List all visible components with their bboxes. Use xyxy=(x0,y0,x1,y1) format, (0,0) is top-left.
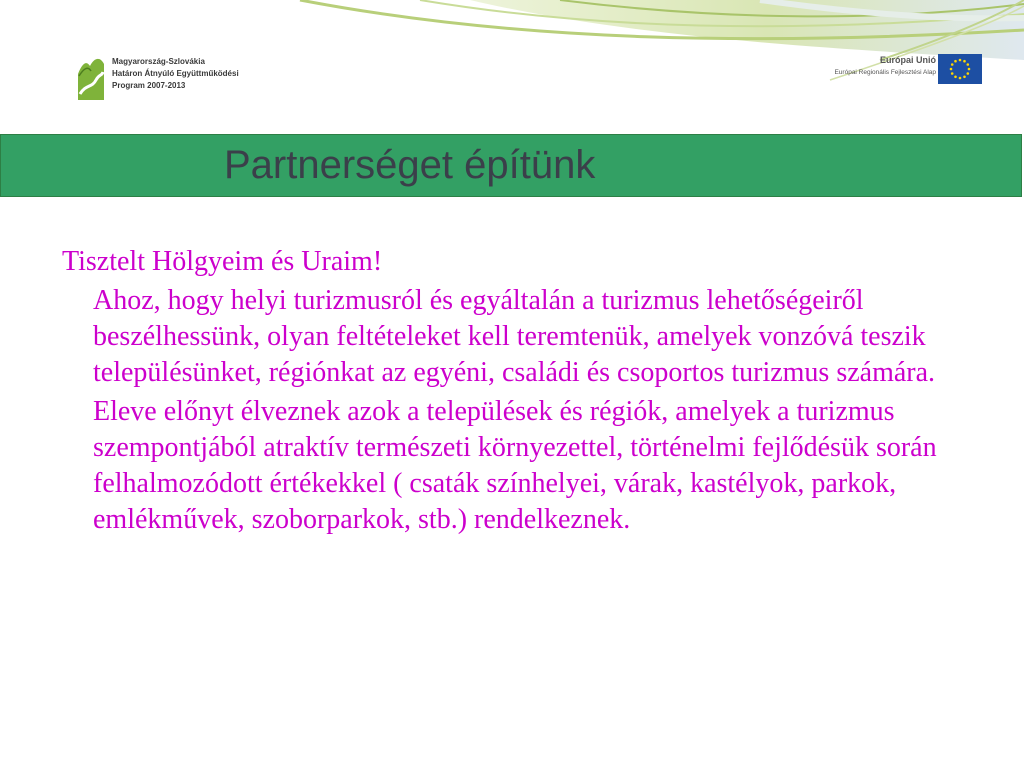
slide-body xyxy=(62,244,962,538)
greeting-text: Tisztelt Hölgyeim és Uraim! xyxy=(62,246,383,277)
body-paragraph-1: Ahoz, hogy helyi turizmusról és egyáltalán a turizmus lehetőségeiről beszélhessünk, olyan feltételeket kell teremtenük, amelyek vonzóvá teszik településünket, régiónkat az egyéni, családi és csoportos turizmus számára. xyxy=(93,285,936,388)
body-paragraph-2: Eleve előnyt élveznek azok a települések és régiók, amelyek a turizmus szempontjából atraktív természeti környezettel, történelmi fejlődésük során felhalmozódott értékekkel ( csaták színhelyei, várak, kastélyok, parkok, emlékművek, szoborparkok, stb.) rendelkeznek. xyxy=(93,396,937,535)
program-logo-line-3: Program 2007-2013 xyxy=(112,81,186,90)
program-logo xyxy=(76,54,266,104)
eu-title: Európai Unió xyxy=(880,55,936,65)
eu-flag-icon xyxy=(938,54,982,84)
eu-subtitle: Európai Regionális Fejlesztési Alap xyxy=(834,69,936,76)
program-logo-text xyxy=(112,56,239,92)
program-logo-line-1: Magyarország-Szlovákia xyxy=(112,57,205,66)
program-logo-mark-icon xyxy=(76,54,106,102)
eu-logo xyxy=(800,52,984,86)
program-logo-line-2: Határon Átnyúló Együttműködési xyxy=(112,69,239,78)
slide-title: Partnerséget építünk xyxy=(224,143,596,187)
